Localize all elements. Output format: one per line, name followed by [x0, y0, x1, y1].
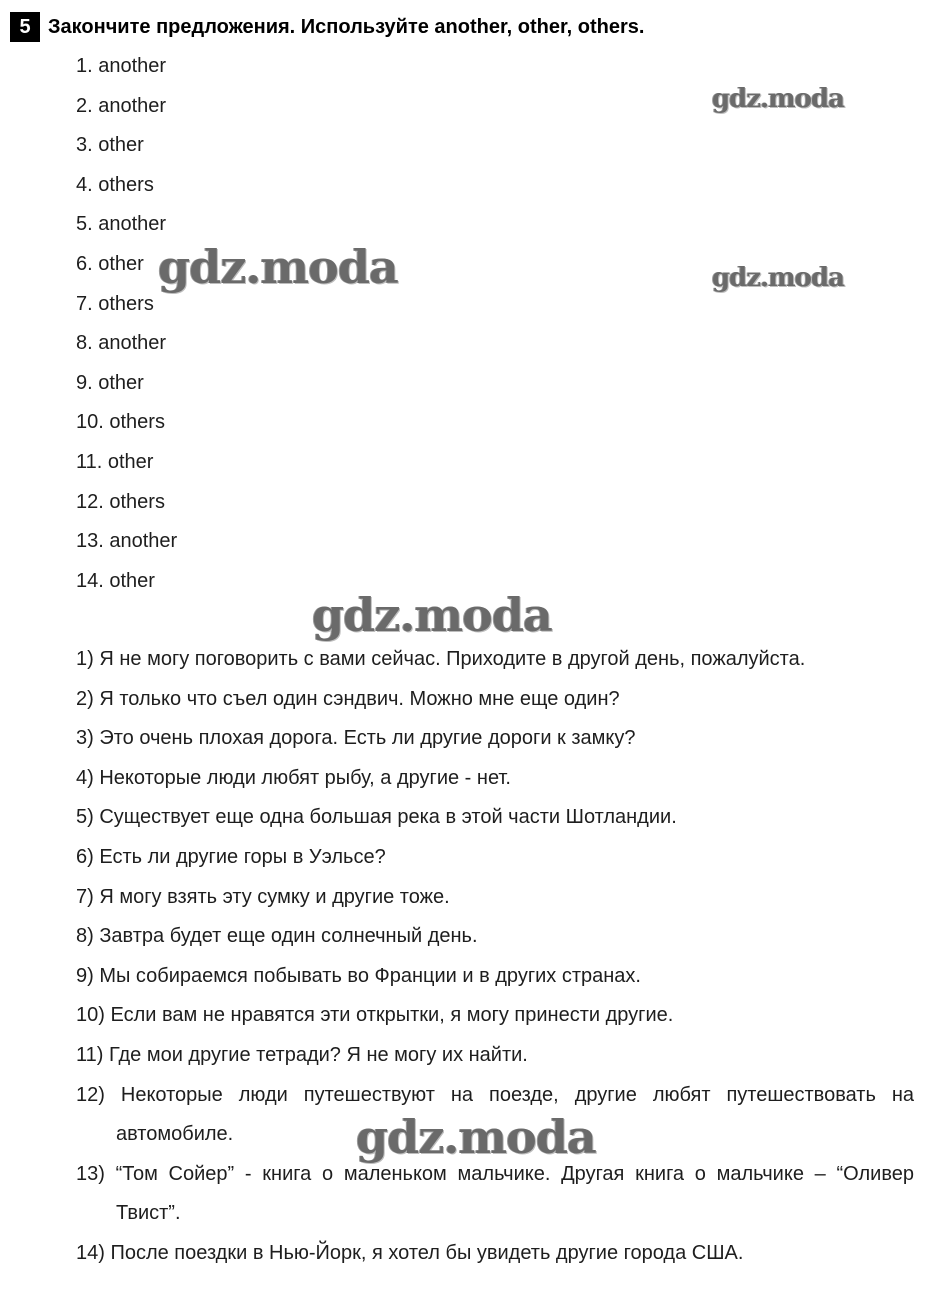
translation-item: 9) Мы собираемся побывать во Франции и в других странах.	[76, 964, 641, 987]
translation-item: 7) Я могу взять эту сумку и другие тоже.	[76, 885, 450, 908]
watermark: gdz.moda	[312, 588, 552, 642]
watermark: gdz.moda	[158, 240, 398, 294]
translation-item: 12) Некоторые люди путешествуют на поезде, другие любят путешествовать на автомобиле.	[76, 1083, 914, 1146]
watermark: gdz.moda	[712, 263, 845, 293]
answer-item: 13. another	[76, 530, 178, 553]
answers-list	[76, 47, 177, 601]
answer-item: 2. another	[76, 94, 167, 117]
answer-item: 9. other	[76, 371, 144, 394]
answer-item: 11. other	[76, 450, 154, 473]
answer-item: 1. another	[76, 55, 167, 77]
answer-item: 5. another	[76, 213, 167, 236]
answer-item: 8. another	[76, 332, 167, 355]
answer-item: 6. other	[76, 252, 144, 275]
task-title: Закончите предложения. Используйте another, other, others.	[48, 15, 645, 38]
answer-item: 14. other	[76, 569, 155, 592]
watermark: gdz.moda	[712, 84, 845, 114]
watermark: gdz.moda	[356, 1110, 596, 1164]
translation-item: 6) Есть ли другие горы в Уэльсе?	[76, 845, 386, 868]
translation-item: 2) Я только что съел один сэндвич. Можно мне еще один?	[76, 687, 620, 710]
translation-item: 3) Это очень плохая дорога. Есть ли другие дороги к замку?	[76, 727, 636, 750]
answer-item: 4. others	[76, 173, 154, 196]
answer-item: 10. others	[76, 411, 165, 434]
answer-item: 7. others	[76, 292, 154, 315]
translation-item: 5) Существует еще одна большая река в этой части Шотландии.	[76, 806, 677, 829]
translations-list	[76, 640, 914, 1274]
translation-item: 13) “Том Сойер” - книга о маленьком мальчике. Другая книга о мальчике – “Оливер Твист”.	[76, 1162, 914, 1225]
translation-item: 10) Если вам не нравятся эти открытки, я могу принести другие.	[76, 1004, 674, 1027]
task-header	[10, 12, 644, 42]
translation-item: 8) Завтра будет еще один солнечный день.	[76, 925, 478, 948]
task-number-badge: 5	[10, 12, 40, 42]
translation-item: 14) После поездки в Нью-Йорк, я хотел бы увидеть другие города США.	[76, 1241, 744, 1264]
translation-item: 11) Где мои другие тетради? Я не могу их найти.	[76, 1043, 528, 1066]
translation-item: 4) Некоторые люди любят рыбу, а другие - нет.	[76, 766, 511, 789]
translation-item: 1) Я не могу поговорить с вами сейчас. Приходите в другой день, пожалуйста.	[76, 648, 806, 670]
answer-item: 3. other	[76, 134, 144, 157]
answer-item: 12. others	[76, 490, 165, 513]
